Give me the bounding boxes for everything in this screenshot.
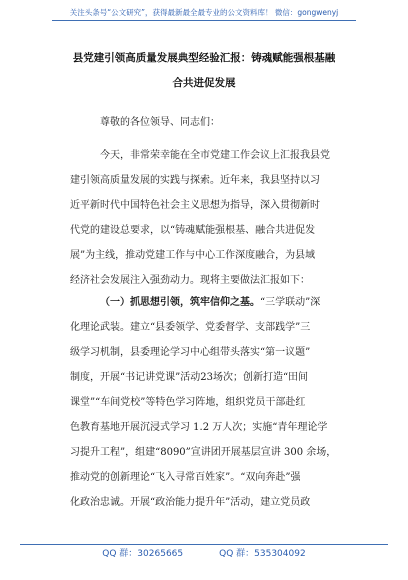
header-banner: 关注头条号“公文研究”，获得最新最全最专业的公文资料库！ 微信：gongwenyj xyxy=(52,6,356,21)
paragraph-1-line: 今天，非常荣幸能在全市党建工作会议上汇报我县党 xyxy=(100,150,330,161)
greeting-paragraph xyxy=(70,110,350,135)
document-title-line-2: 合共进促发展 xyxy=(172,77,236,89)
paragraph-2-line: 化政治忠诚。开展“政治能力提升年”活动，建立党员政 xyxy=(70,497,311,508)
footer-bar xyxy=(20,544,388,561)
paragraph-2-line: 课堂”“车间党校”等特色学习阵地，组织党员干部赴红 xyxy=(70,397,306,408)
greeting-text: 尊敬的各位领导、同志们： xyxy=(100,117,220,128)
footer-qq-group-1: QQ 群：30265665 xyxy=(102,549,184,559)
paragraph-2-line: 化理论武装。建立“县委领学、党委督学、支部践学”三 xyxy=(70,322,311,333)
paragraph-2-first-line xyxy=(70,290,350,315)
paragraph-2-line: 制度，开展“书记讲党课”活动23场次；创新打造“田间 xyxy=(70,372,309,383)
paragraph-1-line: 代党的建设总要求，以“铸魂赋能强根基、融合共进促发 xyxy=(70,225,316,236)
paragraph-1 xyxy=(70,143,350,293)
paragraph-1-line: 近平新时代中国特色社会主义思想为指导，深入贯彻新时 xyxy=(70,200,320,211)
section-heading: （一）抓思想引领，筑牢信仰之基。 xyxy=(100,297,260,308)
paragraph-1-line: 建引领高质量发展的实践与探索。近年来，我县坚持以习 xyxy=(70,175,320,186)
paragraph-2 xyxy=(70,290,350,515)
paragraph-1-line: 经济社会发展注入强劲动力。现将主要做法汇报如下： xyxy=(70,275,310,286)
paragraph-2-line: 色教育基地开展沉浸式学习 1.2 万人次；实施“青年理论学 xyxy=(70,422,328,433)
paragraph-2-line: 级学习机制，县委理论学习中心组带头落实“第一议题” xyxy=(70,347,311,358)
document-title-line-1: 县党建引领高质量发展典型经验汇报：铸魂赋能强根基融 xyxy=(72,52,336,64)
paragraph-1-line: 展”为主线，推动党建工作与中心工作深度融合，为县域 xyxy=(70,250,316,261)
paragraph-2-first-line-rest: “三学联动”深 xyxy=(260,297,321,308)
paragraph-2-line: 习提升工程”，组建“8090”宣讲团开展基层宣讲 300 余场， xyxy=(70,447,337,458)
footer-qq-group-2: QQ 群：535304092 xyxy=(219,549,306,559)
paragraph-2-line: 推动党的创新理论“飞入寻常百姓家”。“双向奔赴”强 xyxy=(70,472,301,483)
